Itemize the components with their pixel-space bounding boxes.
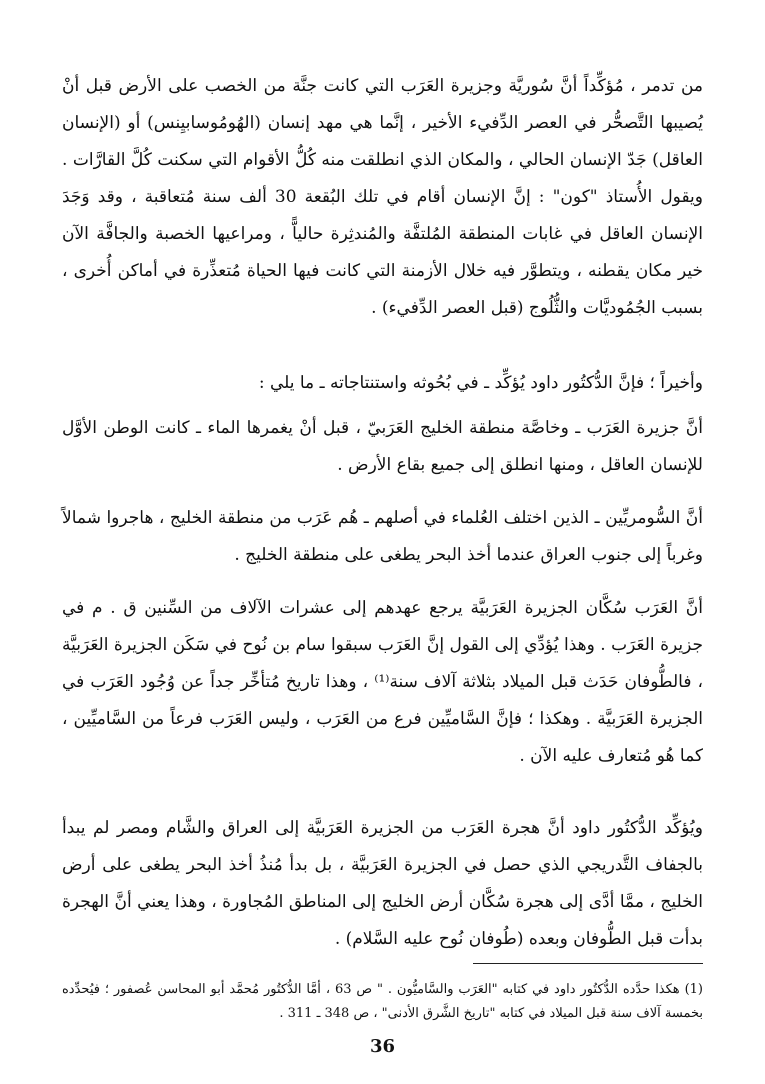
footnote-divider bbox=[473, 963, 703, 964]
paragraph-6: ويُؤكِّد الدُّكتُور داود أنَّ هجرة العَرَب من الجزيرة العَرَبيَّة إلى العراق والشَّام ومصر لم يبدأ بالجفاف التَّدريجي الذي حصل في الجزيرة العَرَبيَّة ، بل بدأ مُنذُ أخذ البحر يطغى على أرض الخليج ، ممَّا أدَّى إلى هجرة سُكَّان أرض الخليج إلى المناطق المُجاورة ، وهذا يعني أنَّ الهجرة بدأت قبل الطُّوفان وبعده (طُوفان نُوح عليه السَّلام) . bbox=[62, 818, 703, 949]
footnote: (1) هكذا حدَّده الدُّكتُور داود في كتابه "العَرَب والسَّاميُّون . " ص 63 ، أمَّا الدُّكتُور مُحمَّد أبو المحاسن عُصفور ؛ فيُحدِّده بخمسة آلاف سنة قبل الميلاد في كتابه "تاريخ الشَّرق الأدنى" ، ص 348 ـ 311 . bbox=[62, 982, 703, 1021]
paragraph-4: أنَّ السُّومريِّين ـ الذين اختلف العُلماء في أصلهم ـ هُم عَرَب من منطقة الخليج ، هاجروا شمالاً وغرباً إلى جنوب العراق عندما أخذ البحر يطغى على منطقة الخليج . bbox=[62, 508, 703, 565]
paragraph-5: أنَّ العَرَب سُكَّان الجزيرة العَرَبيَّة يرجع عهدهم إلى عشرات الآلاف من السِّنين ق . م في جزيرة العَرَب . وهذا يُؤدِّي إلى القول إنَّ العَرَب سبقوا سام بن نُوح في سَكَن الجزيرة العَرَبيَّة ، فالطُّوفان حَدَث قبل الميلاد بثلاثة آلاف سنة⁽¹⁾ ، وهذا تاريخ مُتأخِّر جداً عن وُجُود العَرَب في الجزيرة العَرَبيَّة . وهكذا ؛ فإنَّ السَّاميِّين فرع من العَرَب ، وليس العَرَب فرعاً من السَّاميِّين ، كما هُو مُتعارف عليه الآن . bbox=[62, 598, 704, 766]
page-number: 36 bbox=[369, 1036, 396, 1057]
paragraph-2: وأخيراً ؛ فإنَّ الدُّكتُور داود يُؤكِّد ـ في بُحُوثه واستنتاجاته ـ ما يلي : bbox=[258, 373, 703, 393]
paragraph-3: أنَّ جزيرة العَرَب ـ وخاصَّة منطقة الخليج العَرَبيّ ، قبل أنْ يغمرها الماء ـ كانت الوطن الأوَّل للإنسان العاقل ، ومنها انطلق إلى جميع بقاع الأرض . bbox=[62, 418, 703, 475]
paragraph-1: من تدمر ، مُؤكِّداً أنَّ سُوريَّة وجزيرة العَرَب التي كانت جنَّة من الخصب على الأرض قبل أنْ يُصيبها التَّصحُّر في العصر الدِّفيء الأخير ، إنَّما هي مهد إنسان (الهُومُوسابيِنس) أو (الإنسان العاقل) جَدّ الإنسان الحالي ، والمكان الذي انطلقت منه كُلُّ الأقوام التي سكنت كُلَّ القارَّات . ويقول الأُستاذ "كون" : إنَّ الإنسان أقام في تلك البُقعة 30 ألف سنة مُتعاقبة ، وقد وَجَدَ الإنسان العاقل في غابات المنطقة المُلتفَّة والمُندثِرة حالياًّ ، ومراعيها الخصبة والجافَّة الآن خير مكان يقطنه ، ويتطوَّر فيه خلال الأزمنة التي كانت فيها الحياة مُتعذِّرة في أماكن أُخرى ، بسبب الجُمُوديَّات والثُّلُوج (قبل العصر الدِّفيء) . bbox=[62, 76, 704, 318]
